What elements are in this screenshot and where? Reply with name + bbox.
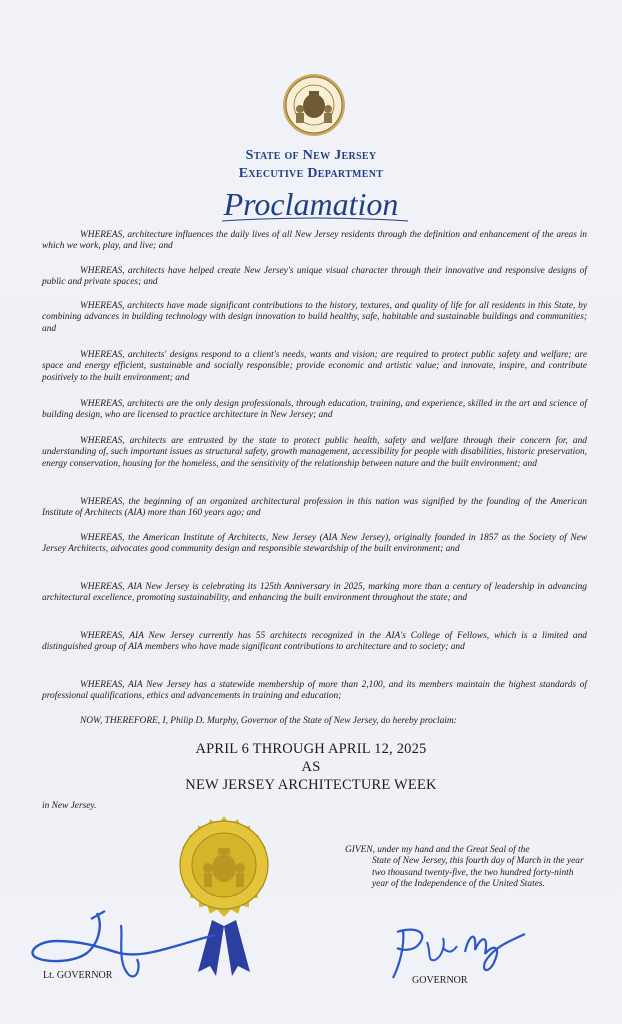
declaration-as: AS	[301, 759, 321, 775]
whereas-clause: WHEREAS, AIA New Jersey currently has 55 architects recognized in the AIA's College of Fellows, which is a limited and distinguished group of AIA members who have made significant contributions to architecture and to society; and	[42, 631, 587, 653]
whereas-clause: WHEREAS, architects' designs respond to a client's needs, wants and vision; are required to protect public safety and welfare; are space and energy efficient, sustainable and socially responsible; provide economic and artistic value; and innovate, inspire, and contribute positively to the built environment; and	[42, 350, 587, 383]
whereas-clause: WHEREAS, the American Institute of Architects, New Jersey (AIA New Jersey), originally founded in 1857 as the Society of New Jersey Architects, advocates good community design and responsible stewardship of the built environment; and	[42, 533, 587, 555]
whereas-clause: WHEREAS, architects have made significant contributions to the history, textures, and quality of life for all residents in this State, by combining advances in building technology with design innovation to build healthy, safe, habitable and sustainable buildings and communities; and	[42, 301, 587, 334]
whereas-clause: WHEREAS, architects are entrusted by the state to protect public health, safety and welfare through their concern for, and understanding of, such important issues as structural safety, growth management, accessibility for people with disabilities, historic preservation, energy conservation, housing for the homeless, and the sensitivity of the relationship between nature and the built environment; and	[42, 436, 587, 469]
state-heading: State of New Jersey	[245, 148, 377, 163]
whereas-clause: WHEREAS, architecture influences the daily lives of all New Jersey residents through the definition and enhancement of the areas in which we work, play, and live; and	[42, 230, 587, 252]
given-clause: GIVEN, under my hand and the Great Seal of the State of New Jersey, this fourth day of March in the year two thousand twenty-five, the two hundred forty-ninth year of the Independence of the United States.	[345, 845, 584, 890]
whereas-clause: WHEREAS, architects have helped create New Jersey's unique visual character through their innovative and responsive designs of public and private spaces; and	[42, 266, 587, 288]
location-text: in New Jersey.	[42, 801, 97, 811]
title-flourish	[220, 216, 410, 224]
whereas-clause: WHEREAS, architects are the only design professionals, through education, training, and experience, skilled in the art and science of building design, who are licensed to practice architecture in New Jersey; and	[42, 399, 587, 421]
governor-label: GOVERNOR	[412, 975, 468, 986]
document-title: Proclamation	[223, 186, 399, 222]
whereas-clause: WHEREAS, AIA New Jersey has a statewide membership of more than 2,100, and its members maintain the highest standards of professional qualifications, ethics and advancements in training and education;	[42, 680, 587, 702]
declaration-dates: APRIL 6 THROUGH APRIL 12, 2025	[195, 741, 427, 757]
lt-governor-label: Lt. GOVERNOR	[43, 970, 113, 981]
department-heading: Executive Department	[238, 166, 384, 181]
declaration-title: NEW JERSEY ARCHITECTURE WEEK	[185, 777, 437, 793]
state-seal-icon	[282, 73, 346, 137]
whereas-clause: WHEREAS, AIA New Jersey is celebrating its 125th Anniversary in 2025, marking more than a century of leadership in advancing architectural excellence, promoting sustainability, and enhancing the built environment throughout the state; and	[42, 582, 587, 604]
whereas-clause: WHEREAS, the beginning of an organized architectural profession in this nation was signified by the founding of the American Institute of Architects (AIA) more than 160 years ago; and	[42, 497, 587, 519]
now-therefore-clause: NOW, THEREFORE, I, Philip D. Murphy, Governor of the State of New Jersey, do hereby proclaim:	[80, 716, 457, 726]
